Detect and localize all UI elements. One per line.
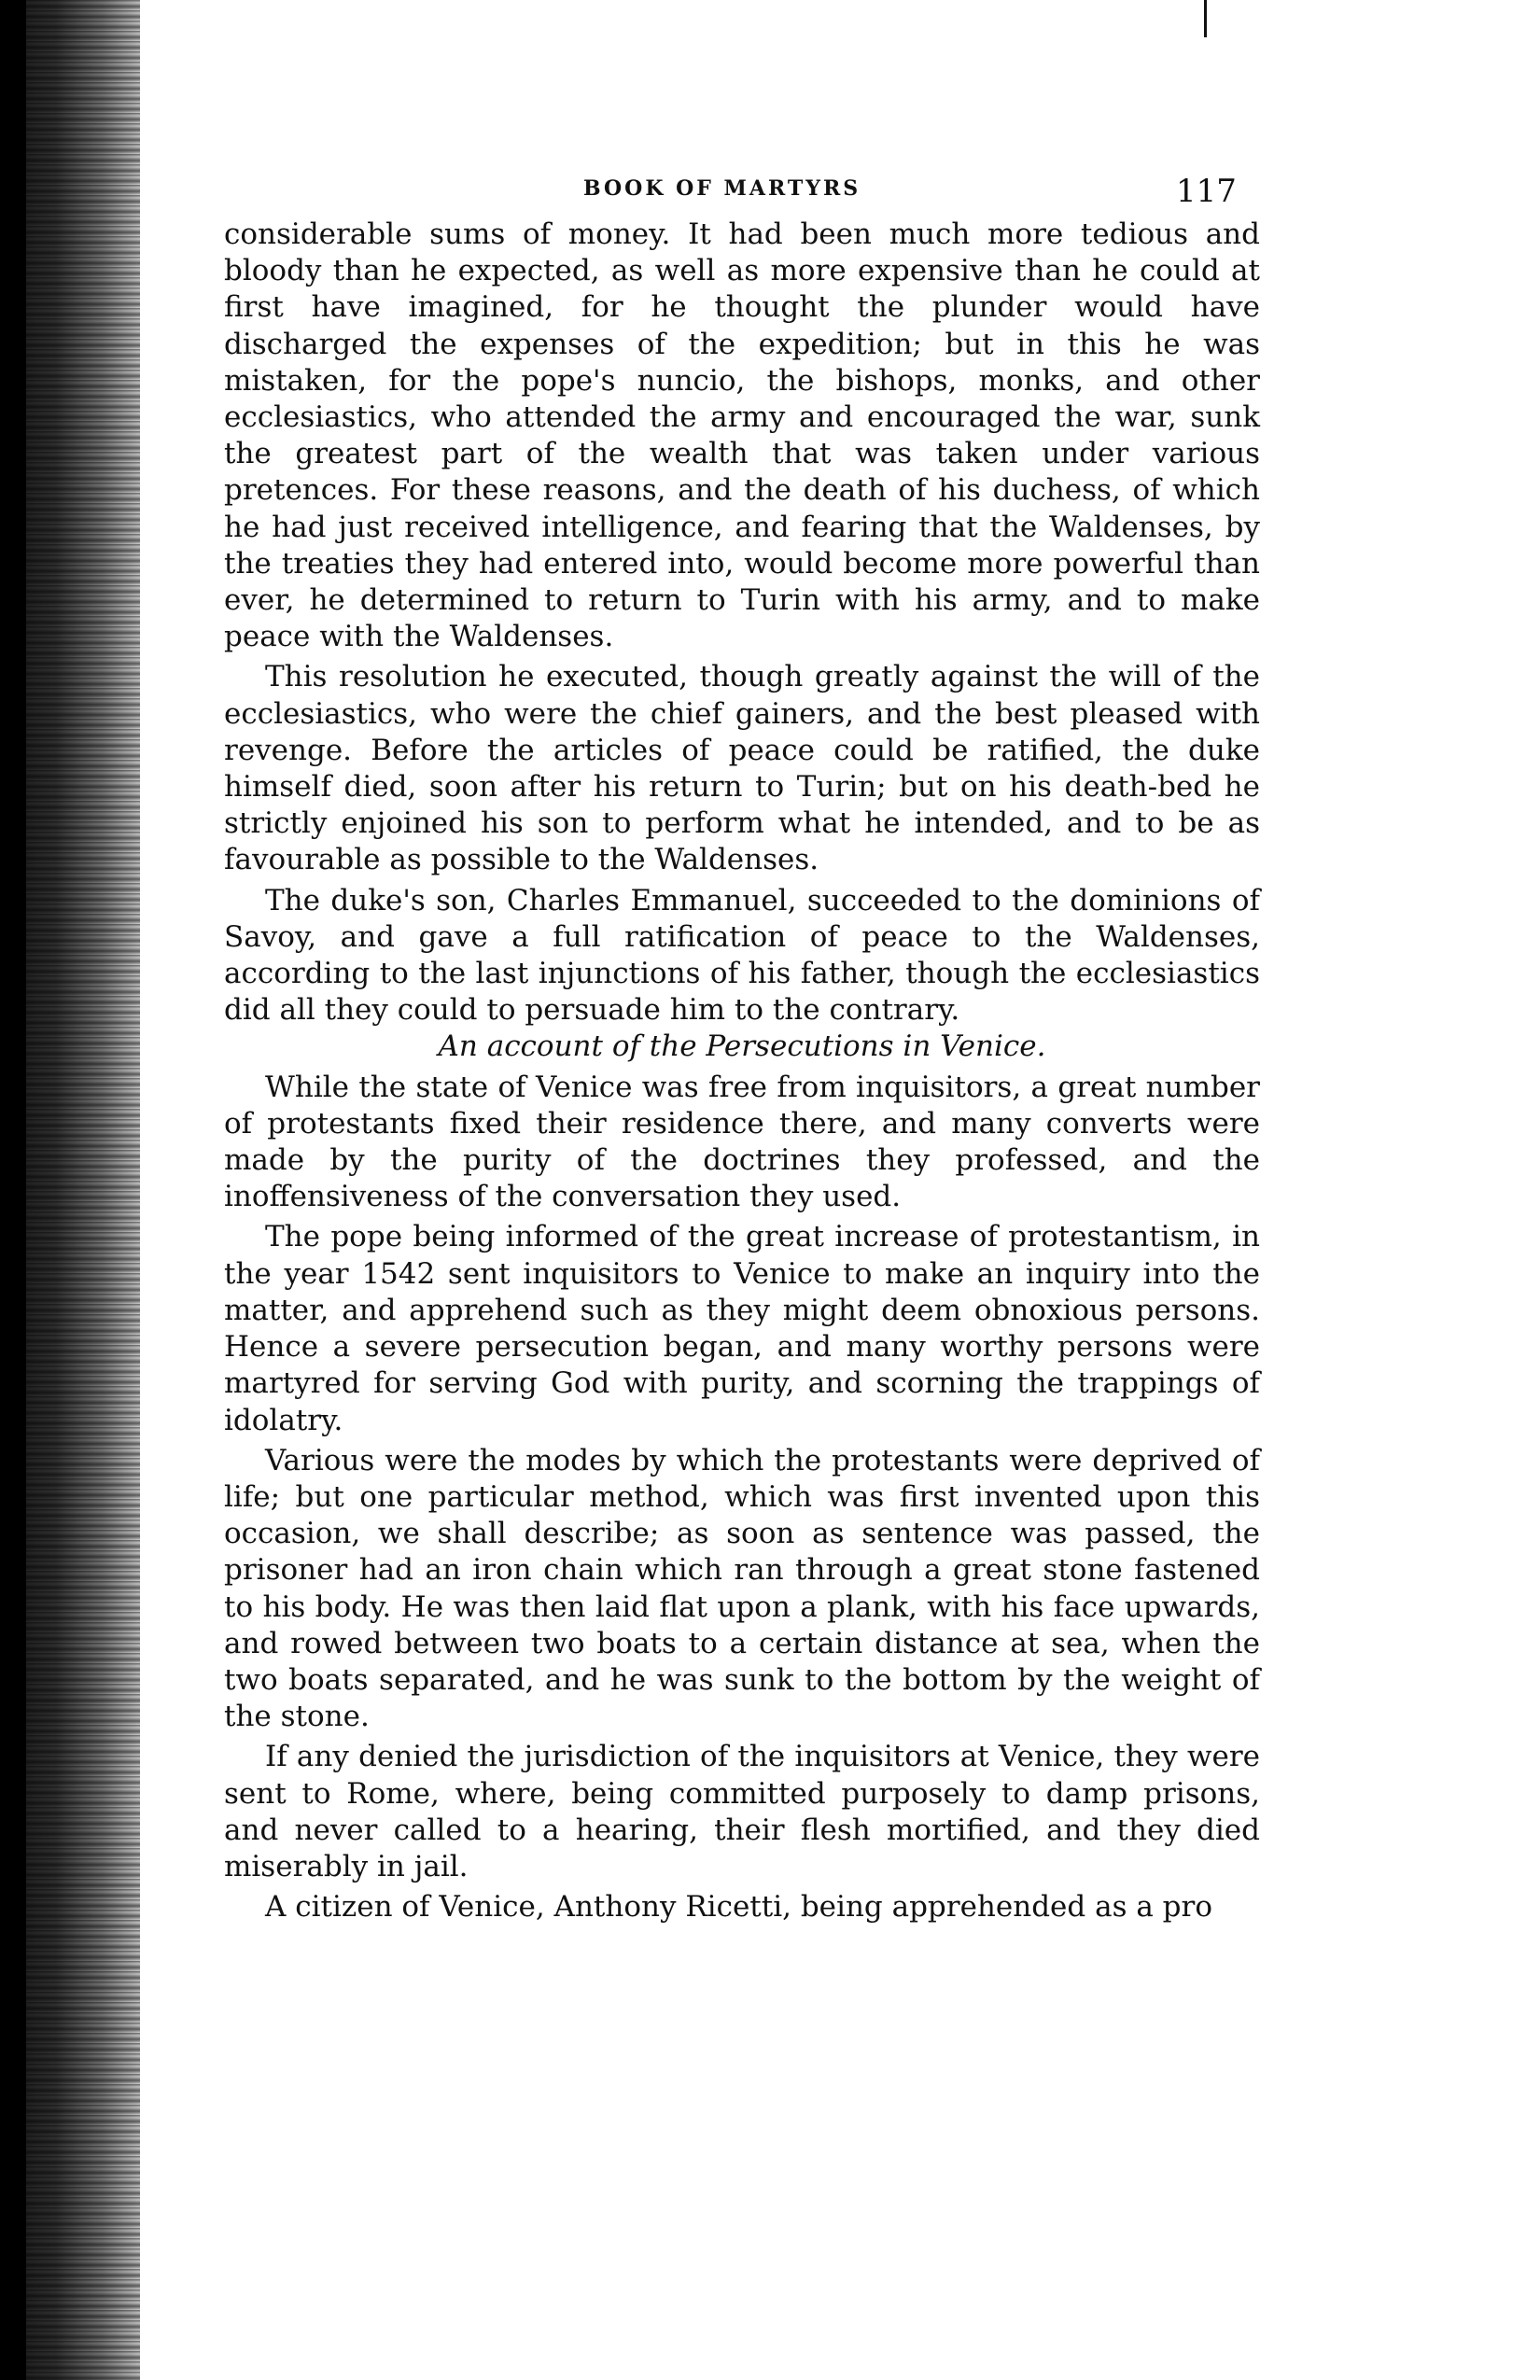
section-heading: An account of the Persecutions in Venice. <box>438 1029 1046 1064</box>
page-body <box>224 217 1260 1925</box>
paragraph: Various were the modes by which the protestants were deprived of life; but one particular method, which was first invented upon this occasion, we shall describe; as soon as sentence was passed, the prisoner had an iron chain which ran through a great stone fastened to his body. He was then laid flat upon a plank, with his face upwards, and rowed between two boats to a certain distance at sea, when the two boats separated, and he was sunk to the bottom by the weight of the stone. <box>224 1443 1260 1734</box>
paragraph: A citizen of Venice, Anthony Ricetti, being apprehended as a pro <box>265 1890 1213 1925</box>
paragraph: The pope being informed of the great increase of protestantism, in the year 1542 sent inquisitors to Venice to make an inquiry into the matter, and apprehend such as they might deem obnoxious persons. Hence a severe persecution began, and many worthy persons were martyred for serving God with purity, and scorning the trappings of idolatry. <box>224 1220 1260 1437</box>
paragraph: If any denied the jurisdiction of the inquisitors at Venice, they were sent to Rome, where, being committed purposely to damp prisons, and never called to a hearing, their flesh mortified, and they died miserably in jail. <box>224 1740 1260 1883</box>
paragraph: The duke's son, Charles Emmanuel, succeeded to the dominions of Savoy, and gave a full ratification of peace to the Waldenses, according to the last injunctions of his father, though the ecclesiastics did all they could to persuade him to the contrary. <box>224 883 1260 1028</box>
paragraph: While the state of Venice was free from inquisitors, a great number of protestants fixed their residence there, and many converts were made by the purity of the doctrines they professed, and the inoffensiveness of the conversation they used. <box>224 1070 1260 1214</box>
running-head: BOOK OF MARTYRS <box>583 176 861 201</box>
scan-mark <box>1204 0 1207 37</box>
page-header <box>224 173 1269 210</box>
paragraph-continued: considerable sums of money. It had been much more tedious and bloody than he expected, as well as more expensive than he could at first have imagined, for he thought the plunder would have discharged the expenses of the expedition; but in this he was mistaken, for the pope's nuncio, the bishops, monks, and other ecclesiastics, who attended the army and encouraged the war, sunk the greatest part of the wealth that was taken under various pretences. For these reasons, and the death of his duchess, of which he had just received intelligence, and fearing that the Waldenses, by the treaties they had entered into, would become more powerful than ever, he determined to return to Turin with his army, and to make peace with the Waldenses. <box>224 217 1260 654</box>
paragraph: This resolution he executed, though greatly against the will of the ecclesiastics, who were the chief gainers, and the best pleased with revenge. Before the articles of peace could be ratified, the duke himself died, soon after his return to Turin; but on his death-bed he strictly enjoined his son to perform what he intended, and to be as favourable as possible to the Waldenses. <box>224 660 1260 877</box>
scanned-page-edge <box>0 0 140 2380</box>
page-number: 117 <box>1176 173 1237 210</box>
binding-shadow <box>0 0 26 2380</box>
